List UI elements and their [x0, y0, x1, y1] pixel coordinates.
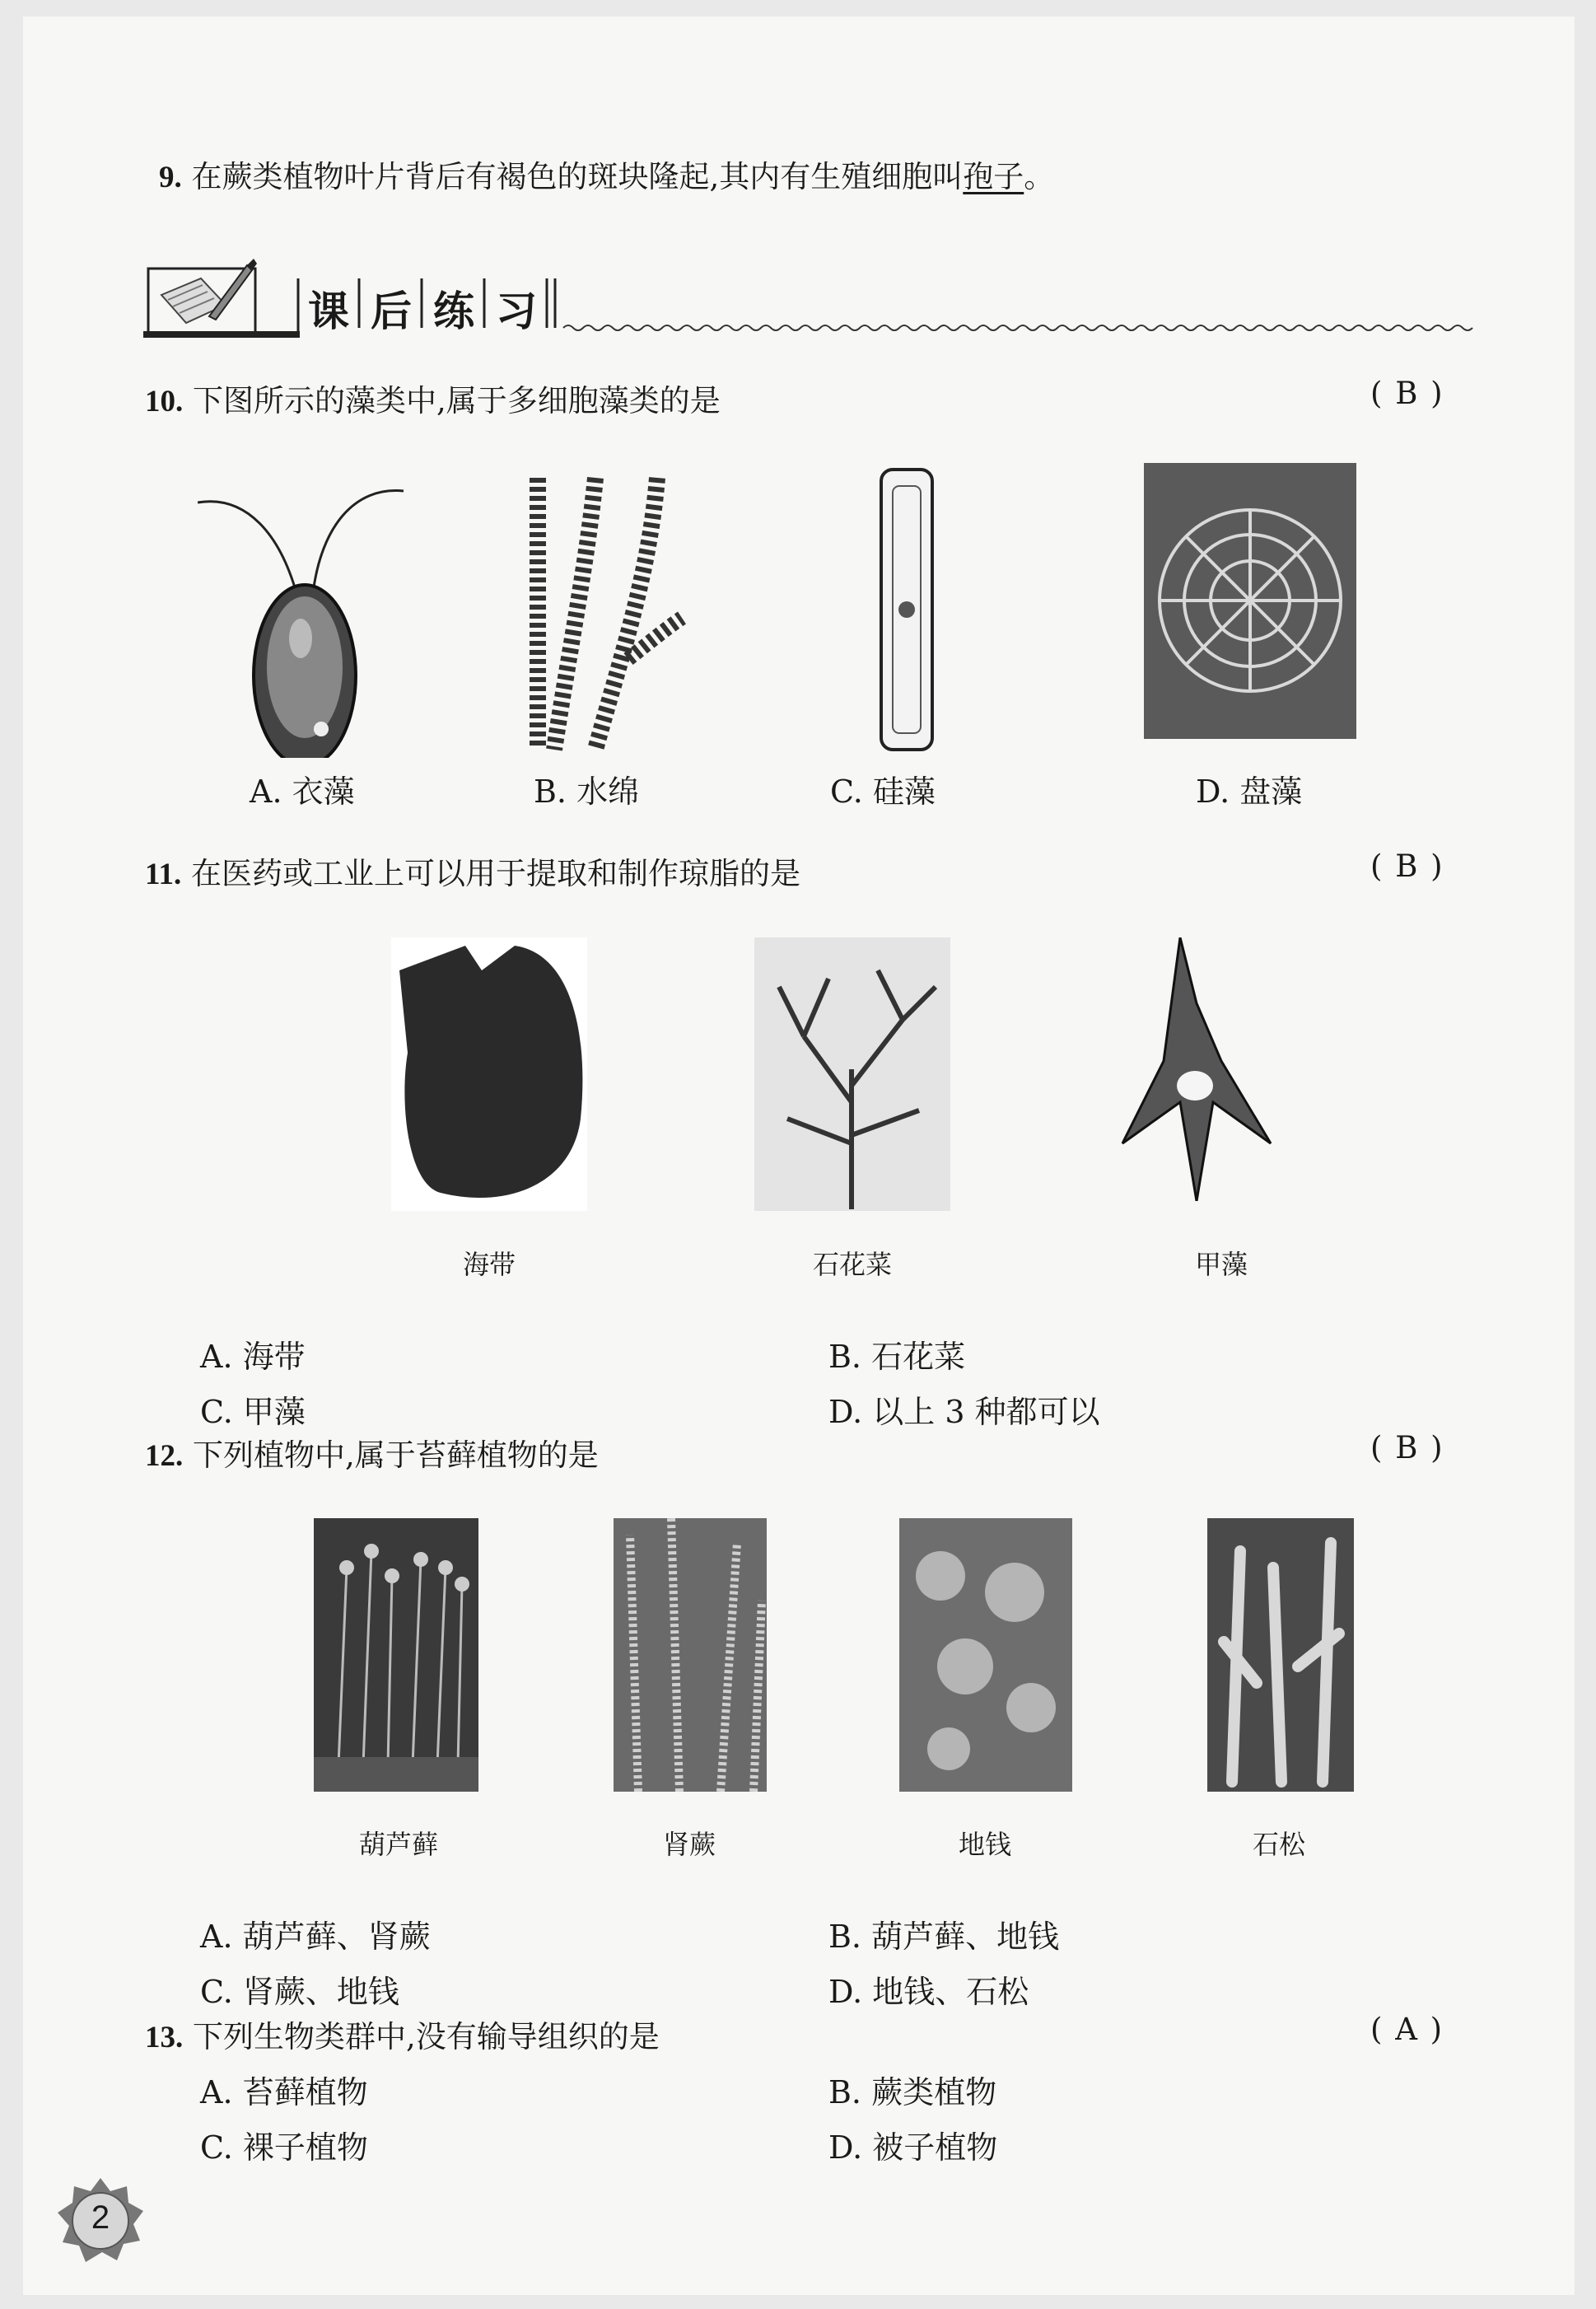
funaria-moss-photo	[314, 1518, 478, 1792]
option-c: C. 裸子植物	[200, 2129, 368, 2166]
option-b: B. 水绵	[534, 774, 640, 810]
question-number: 10.	[145, 385, 184, 418]
lycopodium-photo	[1207, 1518, 1354, 1792]
image-caption: 葫芦藓	[358, 1829, 438, 1860]
kelp-photo	[391, 937, 587, 1211]
question-11	[145, 848, 800, 893]
image-caption: 海带	[462, 1249, 516, 1280]
answer-bracket: ( B )	[1370, 376, 1444, 411]
spirogyra-illustration	[505, 461, 694, 758]
section-title-char: 习	[496, 287, 540, 335]
option-b: B. 石花菜	[828, 1339, 966, 1375]
pediastrum-photo	[1144, 463, 1356, 739]
chlamydomonas-illustration	[198, 461, 412, 758]
marchantia-photo	[899, 1518, 1072, 1792]
question-10	[145, 376, 721, 420]
question-number: 12.	[145, 1439, 184, 1473]
option-c: C. 肾蕨、地钱	[200, 1974, 399, 2010]
page-number: 2	[91, 2199, 110, 2236]
nephrolepis-fern-photo	[614, 1518, 767, 1792]
option-d: D. 地钱、石松	[828, 1974, 1029, 2010]
question-end: 。	[1024, 159, 1055, 194]
option-b: B. 葫芦藓、地钱	[828, 1919, 1060, 1955]
question-9	[159, 152, 1054, 196]
option-d: D. 盘藻	[1196, 774, 1303, 810]
section-title-char: 课	[308, 287, 352, 335]
option-c: C. 硅藻	[830, 774, 936, 810]
option-a: A. 海带	[200, 1339, 306, 1375]
option-b: B. 蕨类植物	[828, 2074, 997, 2110]
option-a: A. 苔藓植物	[200, 2074, 368, 2110]
section-title-char: 后	[371, 287, 415, 335]
answer-bracket: ( A )	[1370, 2012, 1444, 2047]
question-number: 9.	[159, 161, 182, 194]
image-caption: 地钱	[958, 1829, 1011, 1860]
image-caption: 甲藻	[1194, 1249, 1248, 1280]
question-12	[145, 1430, 599, 1475]
section-title-char: 练	[433, 287, 478, 335]
wavy-rule	[563, 325, 1472, 330]
answer-fill: 孢子	[963, 159, 1024, 194]
image-caption: 石花菜	[812, 1249, 892, 1280]
question-text: 下列生物类群中,没有输导组织的是	[193, 2019, 660, 2054]
option-a: A. 葫芦藓、肾蕨	[200, 1919, 431, 1955]
answer-bracket: ( B )	[1370, 1430, 1444, 1465]
question-13	[145, 2012, 660, 2056]
worksheet-page	[23, 16, 1575, 2295]
notebook-pen-icon	[143, 259, 300, 338]
option-d: D. 被子植物	[828, 2129, 998, 2166]
question-number: 11.	[145, 858, 182, 891]
option-c: C. 甲藻	[200, 1394, 306, 1430]
option-a: A. 衣藻	[250, 774, 355, 810]
question-number: 13.	[145, 2021, 184, 2054]
question-text: 在医药或工业上可以用于提取和制作琼脂的是	[190, 856, 800, 891]
section-header	[143, 245, 1494, 344]
question-text: 下图所示的藻类中,属于多细胞藻类的是	[193, 383, 721, 418]
page-number-badge	[54, 2175, 147, 2267]
option-d: D. 以上 3 种都可以	[828, 1394, 1100, 1430]
dinoflagellate-illustration	[1114, 937, 1279, 1201]
image-caption: 肾蕨	[662, 1829, 716, 1860]
diatom-illustration	[856, 461, 955, 758]
image-caption: 石松	[1252, 1829, 1305, 1860]
gelidium-photo	[754, 937, 950, 1211]
question-text: 在蕨类植物叶片背后有褐色的斑块隆起,其内有生殖细胞叫	[191, 159, 964, 194]
question-text: 下列植物中,属于苔藓植物的是	[193, 1437, 599, 1473]
answer-bracket: ( B )	[1370, 848, 1444, 884]
